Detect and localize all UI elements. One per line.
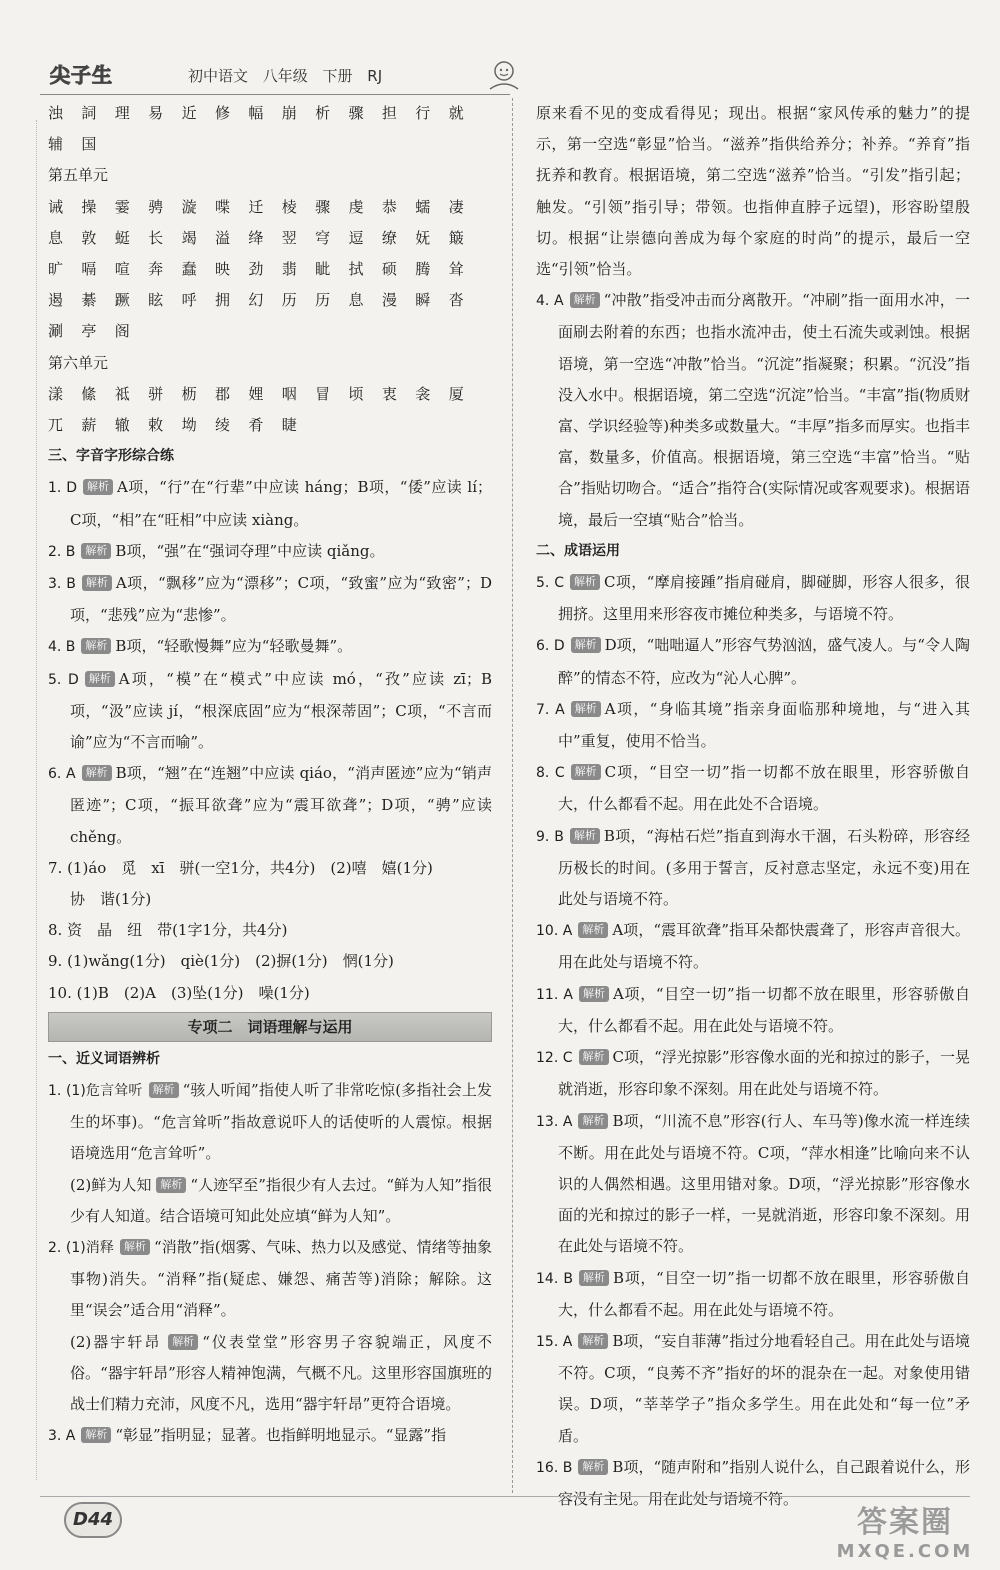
char-cell: 息	[348, 291, 364, 310]
item-lead: (2)鲜为人知	[70, 1175, 152, 1194]
analysis-tag: 解析	[81, 638, 111, 654]
unit5-title: 第五单元	[48, 166, 109, 185]
item-text: A项，“模”在“模式”中应读 mó，“孜”应读 zī；B项，“汲”应读 jí，“根深底固”应为“根深蒂固”；C项，“不言而谕”应为“不言而喻”。	[70, 669, 493, 751]
answer-list-b	[536, 567, 970, 1515]
char-cell: 近	[181, 104, 197, 122]
char-row	[48, 410, 492, 441]
char-cell: 蹶	[114, 291, 130, 310]
item-number: 14. B	[536, 1270, 573, 1287]
char-cell: 骤	[315, 197, 331, 216]
char-cell: 呼	[181, 291, 197, 310]
section-banner: 专项二 词语理解与运用	[48, 1012, 492, 1042]
item-text: B项，“强”在“强词夺理”中应读 qiǎng。	[115, 541, 385, 560]
item-number: 6. A	[48, 766, 76, 783]
item-text: D项，“咄咄逼人”形容气势汹汹，盛气凌人。与“令人陶醉”的情态不符，应改为“沁人心脾”。	[558, 636, 970, 687]
page-header	[40, 55, 510, 95]
item-number: 10. A	[536, 923, 573, 940]
char-cell: 拥	[214, 291, 230, 310]
answer-item-7-cont: 协 谐(1分)	[70, 889, 152, 908]
char-cell: 行	[415, 104, 431, 122]
item-number: 4. A	[536, 293, 564, 310]
char-cell: 娌	[248, 384, 264, 403]
char-cell: 涮	[48, 322, 64, 341]
char-cell: 辙	[114, 415, 130, 434]
analysis-tag: 解析	[570, 828, 600, 844]
char-cell: 拭	[348, 259, 364, 278]
char-cell: 骈	[148, 384, 164, 403]
header-rule	[40, 94, 510, 95]
answer-7-line1: 7. (1)áo 觅 xī 骈(一空1分，共4分) (2)嘻 嬉(1分)	[48, 858, 433, 877]
answer-item-2-2	[48, 1327, 492, 1421]
char-cell: 幅	[248, 104, 264, 122]
char-cell: 薪	[81, 415, 97, 434]
answer-item	[536, 915, 970, 978]
char-cell: 崩	[281, 104, 297, 122]
sec2-title: 二、成语运用	[536, 542, 620, 559]
char-cell: 诫	[48, 197, 64, 216]
char-cell: 骤	[348, 104, 364, 122]
char-cell: 凄	[448, 197, 464, 216]
char-cell: 綦	[81, 291, 97, 310]
answer-item-3	[48, 1420, 492, 1452]
char-cell: 息	[48, 228, 64, 247]
mascot-icon	[486, 57, 522, 91]
analysis-tag: 解析	[149, 1082, 179, 1098]
item-text: “冲散”指受冲击而分离散开。“冲刷”指一面用水冲，一面刷去附着的东西；也指水流冲击，使土石流失或剥蚀。根据语境，第一空选“冲散”恰当。“沉淀”指凝聚；积累。“沉没”指没入水中。根据语境，第二空选“沉淀”恰当。“丰富”指(物质财富、学识经验等)种类多或数量大。“丰厚”指多而厚实。也指丰富，数量多，价值高。根据语境，第三空选“丰富”恰当。“贴合”指贴切吻合。“适合”指符合(实际情况或客观要求)。根据语境，最后一空填“贴合”恰当。	[558, 291, 970, 529]
char-cell: 劲	[248, 259, 264, 278]
analysis-tag: 解析	[571, 701, 601, 717]
unit6-char-list	[48, 379, 492, 441]
char-cell: 喧	[114, 259, 130, 278]
char-cell: 浊	[48, 104, 64, 122]
analysis-tag: 解析	[579, 986, 609, 1002]
char-cell: 漩	[181, 197, 197, 216]
item-number: 1. (1)危言耸听	[48, 1082, 143, 1099]
analysis-tag: 解析	[81, 1427, 111, 1443]
char-cell: 咽	[281, 384, 297, 403]
char-cell: 漾	[48, 384, 64, 403]
analysis-tag: 解析	[83, 479, 113, 495]
item-text: B项，“海枯石烂”指直到海水干涸，石头粉碎，形容经历极长的时间。(多用于誓言，反衬意志坚定，永远不变)用在此处与语境不符。	[558, 826, 970, 909]
char-cell: 喋	[214, 197, 230, 216]
char-cell: 翡	[281, 259, 297, 278]
unit4-char-list	[48, 98, 492, 160]
char-cell: 肴	[248, 415, 264, 434]
item-number: 8. C	[536, 765, 565, 782]
item-text: A项，“飘移”应为“漂移”；C项，“致蜜”应为“致密”；D项，“悲残”应为“悲惨”。	[70, 573, 492, 625]
answer-item	[536, 1106, 970, 1263]
char-cell: 冒	[315, 384, 331, 403]
item-number: 2. B	[48, 543, 76, 560]
answer-item	[536, 1042, 970, 1105]
page-number: D44	[64, 1502, 122, 1538]
analysis-tag: 解析	[156, 1177, 186, 1193]
char-cell: 析	[315, 104, 331, 122]
item-text: B项，“目空一切”指一切都不放在眼里，形容骄傲自大，什么都看不起。用在此处与语境不符。	[558, 1268, 970, 1319]
char-cell: 绫	[214, 415, 230, 434]
char-cell: 遏	[48, 291, 64, 310]
char-cell: 修	[214, 104, 230, 122]
char-cell: 詞	[81, 104, 97, 122]
answer-item	[536, 979, 970, 1042]
char-row	[48, 316, 492, 347]
analysis-tag: 解析	[571, 764, 601, 780]
answer-item-3-cont: 原来看不见的变成看得见；现出。根据“家风传承的魅力”的提示，第一空选“彰显”恰当。“滋养”指供给养分；补养。“养育”指抚养和教育。根据语境，第二空选“滋养”恰当。“引发”指引起；触发。“引领”指引导；带领。也指伸直脖子远望)，形容盼望殷切。根据“让崇德向善成为每个家庭的时尚”的提示，最后一空选“引领”恰当。	[536, 104, 970, 279]
section3-title: 三、字音字形综合练	[48, 448, 174, 465]
char-cell: 溢	[214, 228, 230, 247]
item-number: 4. B	[48, 639, 76, 656]
answer-item-8: 8. 资 晶 纽 带(1字1分，共4分)	[48, 921, 288, 940]
char-cell: 瞬	[415, 291, 431, 310]
analysis-tag: 解析	[578, 1459, 608, 1475]
char-cell: 漫	[381, 291, 397, 310]
answer-item-1-2	[48, 1170, 492, 1232]
char-cell: 敕	[148, 415, 164, 434]
right-column	[536, 98, 970, 1515]
item-number: 13. A	[536, 1113, 573, 1130]
char-cell: 旷	[48, 259, 64, 278]
char-cell: 阁	[114, 322, 130, 341]
char-row	[48, 379, 492, 410]
watermark-title: 答案圈	[857, 1505, 953, 1540]
answer-list-a	[48, 472, 492, 852]
char-row	[48, 254, 492, 285]
analysis-tag: 解析	[82, 765, 112, 781]
char-cell: 骋	[148, 197, 164, 216]
char-cell: 就	[448, 104, 464, 122]
item-text: A项，“震耳欲聋”指耳朵都快震聋了，形容声音很大。用在此处与语境不符。	[558, 921, 971, 972]
char-cell: 棱	[281, 197, 297, 216]
char-cell: 历	[315, 291, 331, 310]
analysis-tag: 解析	[578, 922, 608, 938]
char-row	[48, 192, 492, 223]
answer-item	[536, 1263, 970, 1326]
char-cell: 操	[81, 197, 97, 216]
left-column	[48, 98, 492, 1452]
item-number: 5. C	[536, 575, 564, 592]
analysis-tag: 解析	[168, 1334, 198, 1350]
char-cell: 易	[148, 104, 164, 122]
analysis-tag: 解析	[571, 637, 601, 653]
watermark-url: MXQE.COM	[836, 1541, 974, 1562]
char-row	[48, 223, 492, 254]
footer-rule	[40, 1496, 970, 1497]
analysis-tag: 解析	[82, 575, 112, 591]
char-cell: 厦	[448, 384, 464, 403]
analysis-tag: 解析	[85, 671, 115, 687]
char-cell: 枥	[181, 384, 197, 403]
char-cell: 幻	[248, 291, 264, 310]
brand-logo: 尖子生	[50, 63, 113, 87]
char-row	[48, 129, 492, 160]
answer-item	[536, 821, 970, 916]
char-cell: 翌	[281, 228, 297, 247]
margin-decoration	[36, 120, 37, 1480]
char-cell: 蜓	[114, 228, 130, 247]
answer-item	[536, 1326, 970, 1452]
char-cell: 絛	[81, 384, 97, 403]
char-cell: 睫	[281, 415, 297, 434]
char-cell: 缭	[381, 228, 397, 247]
item-number: 3. A	[48, 1428, 76, 1445]
analysis-tag: 解析	[570, 292, 600, 308]
subject-label: 初中语文 八年级 下册 RJ	[188, 67, 383, 85]
char-cell: 衾	[415, 384, 431, 403]
answer-item	[536, 567, 970, 630]
analysis-tag: 解析	[578, 1333, 608, 1349]
analysis-tag: 解析	[579, 1049, 609, 1065]
char-cell: 霎	[114, 197, 130, 216]
answer-item-1-1	[48, 1075, 492, 1170]
item-text: A项，“行”在“行辈”中应读 háng；B项，“倭”应读 lí；C项，“相”在“旺相”中应读 xiàng。	[70, 478, 492, 529]
item-number: 9. B	[536, 828, 564, 845]
char-cell: 衷	[381, 384, 397, 403]
item-text: “人迹罕至”指很少有人去过。“鲜为人知”指很少有人知道。结合语境可知此处应填“鲜为人知”。	[70, 1175, 493, 1225]
char-cell: 虔	[348, 197, 364, 216]
analysis-tag: 解析	[579, 1270, 609, 1286]
item-text: B项，“轻歌慢舞”应为“轻歌曼舞”。	[115, 637, 353, 656]
item-text: “骇人听闻”指使人听了非常吃惊(多指社会上发生的坏事)。“危言耸听”指故意说吓人的话使听的人震惊。根据语境选用“危言耸听”。	[70, 1080, 492, 1163]
unit6-title: 第六单元	[48, 353, 109, 372]
item-number: 3. B	[48, 575, 76, 592]
char-cell: 祗	[114, 384, 130, 403]
char-cell: 历	[281, 291, 297, 310]
char-cell: 国	[81, 135, 97, 154]
answer-item	[48, 472, 492, 535]
item-text: B项，“妄自菲薄”指过分地看轻自己。用在此处与语境不符。C项，“良莠不齐”指好的坏的混杂在一起。对象使用错误。D项，“莘莘学子”指众多学生。用在此处和“每一位”矛盾。	[558, 1331, 970, 1445]
answer-item-2-1	[48, 1232, 492, 1327]
char-cell: 顷	[348, 384, 364, 403]
char-cell: 沓	[448, 291, 464, 310]
item-text: “消散”指(烟雾、气味、热力以及感觉、情绪等抽象事物)消失。“消释”指(疑虑、嫌怨、痛苦等)消除；解除。这里“误会”适合用“消释”。	[70, 1237, 492, 1320]
char-cell: 奔	[148, 259, 164, 278]
char-cell: 硕	[381, 259, 397, 278]
answer-item	[536, 757, 970, 820]
char-cell: 敦	[81, 228, 97, 247]
char-cell: 担	[381, 104, 397, 122]
answer-item-7	[48, 853, 492, 884]
item-number: 15. A	[536, 1333, 573, 1350]
char-cell: 恭	[381, 197, 397, 216]
item-number: 5. D	[48, 671, 79, 688]
char-cell: 理	[114, 104, 130, 122]
answer-item	[48, 664, 492, 759]
sec1-title: 一、近义词语辨析	[48, 1050, 160, 1067]
char-cell: 郡	[214, 384, 230, 403]
char-cell: 坳	[181, 415, 197, 434]
char-row	[48, 285, 492, 316]
answer-item	[48, 568, 492, 631]
item-number: 2. (1)消释	[48, 1239, 114, 1256]
column-divider	[512, 98, 513, 1493]
char-cell: 绛	[248, 228, 264, 247]
answer-item	[48, 536, 492, 568]
char-cell: 映	[214, 259, 230, 278]
char-cell: 眦	[315, 259, 331, 278]
analysis-tag: 解析	[81, 543, 111, 559]
item-text: C项，“摩肩接踵”指肩碰肩，脚碰脚，形容人很多，很拥挤。这里用来形容夜市摊位种类多，与语境不符。	[558, 573, 970, 624]
char-cell: 蠕	[415, 197, 431, 216]
char-cell: 腾	[415, 259, 431, 278]
answer-item	[48, 631, 492, 663]
char-cell: 嗝	[81, 259, 97, 278]
char-cell: 兀	[48, 415, 64, 434]
item-text: “仪表堂堂”形容男子容貌端正，风度不俗。“器宇轩昂”形容人精神饱满，气概不凡。这里形容国旗班的战士们精力充沛，风度不凡，选用“器宇轩昂”更符合语境。	[70, 1332, 492, 1413]
item-number: 12. C	[536, 1050, 573, 1067]
analysis-tag: 解析	[570, 574, 600, 590]
analysis-tag: 解析	[120, 1239, 150, 1255]
answer-item-9: 9. (1)wǎng(1分) qiè(1分) (2)摒(1分) 惘(1分)	[48, 952, 394, 971]
answer-item-4	[536, 285, 970, 536]
char-cell: 辅	[48, 135, 64, 154]
char-cell: 妩	[415, 228, 431, 247]
watermark	[820, 1505, 990, 1565]
char-cell: 蠢	[181, 259, 197, 278]
item-text: C项，“目空一切”指一切都不放在眼里，形容骄傲自大，什么都看不起。用在此处不合语境。	[558, 763, 970, 814]
analysis-tag: 解析	[578, 1113, 608, 1129]
char-cell: 穹	[315, 228, 331, 247]
item-number: 11. A	[536, 986, 573, 1003]
item-number: 1. D	[48, 480, 78, 497]
item-number: 16. B	[536, 1459, 573, 1476]
unit5-char-list	[48, 192, 492, 348]
item-number: 6. D	[536, 638, 565, 655]
char-cell: 逗	[348, 228, 364, 247]
item-text: “彰显”指明显；显著。也指鲜明地显示。“显露”指	[115, 1426, 447, 1445]
char-cell: 竭	[181, 228, 197, 247]
char-cell: 长	[148, 228, 164, 247]
item-text: C项，“浮光掠影”形容像水面的光和掠过的影子，一晃就消逝，形容印象不深刻。用在此处与语境不符。	[558, 1048, 970, 1099]
char-cell: 迁	[248, 197, 264, 216]
char-cell: 眩	[148, 291, 164, 310]
item-text: A项，“身临其境”指亲身面临那种境地，与“进入其中”重复，使用不恰当。	[558, 699, 970, 751]
char-cell: 耸	[448, 259, 464, 278]
answer-item	[536, 630, 970, 693]
item-text: B项，“随声附和”指别人说什么，自己跟着说什么，形容没有主见。用在此处与语境不符。	[558, 1457, 970, 1508]
char-cell: 簸	[448, 228, 464, 247]
answer-item-10: 10. (1)B (2)A (3)坠(1分) 噪(1分)	[48, 983, 310, 1002]
char-cell: 亭	[81, 322, 97, 341]
answer-item	[48, 758, 492, 853]
char-row	[48, 98, 492, 129]
item-lead: (2)器宇轩昂	[70, 1332, 162, 1351]
answer-item	[536, 694, 970, 757]
item-number: 7. A	[536, 701, 565, 718]
item-text: B项，“川流不息”形容(行人、车马等)像水流一样连续不断。用在此处与语境不符。C项，“萍水相逢”比喻向来不认识的人偶然相遇。这里用错对象。D项，“浮光掠影”形容像水面的光和掠过的影子一样，一晃就消逝，形容印象不深刻。用在此处与语境不符。	[558, 1111, 970, 1256]
item-text: A项，“目空一切”指一切都不放在眼里，形容骄傲自大，什么都看不起。用在此处与语境不符。	[558, 984, 970, 1035]
item-text: B项，“翘”在“连翘”中应读 qiáo，“消声匿迹”应为“销声匿迹”；C项，“振耳欲聋”应为“震耳欲聋”；D项，“骋”应读 chěng。	[70, 764, 492, 846]
